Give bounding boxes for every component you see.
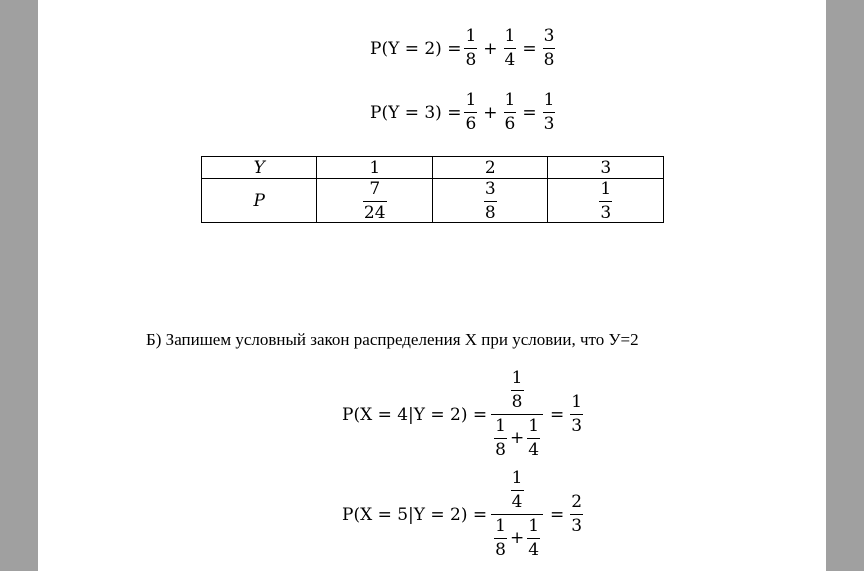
- header-cell: Y: [202, 157, 317, 179]
- equation-lhs: P(X = 5|Y = 2) =: [342, 504, 488, 525]
- header-cell: 1: [317, 157, 433, 179]
- header-cell: 3: [548, 157, 664, 179]
- row-label-cell: P: [202, 179, 317, 223]
- value-cell: $\frac{1}{3}$: [548, 179, 664, 223]
- fraction: $\frac{1}{4}$: [504, 26, 516, 70]
- table-header-row: [202, 157, 664, 179]
- equation-p-y-2: P(Y = 2) = $\frac{1}{8}$ + $\frac{1}{4}$ = $\frac{3}{8}$: [370, 26, 555, 70]
- equation-p-x-5-given-y-2: P(X = 5|Y = 2) = $\frac{1}{4}$ $\frac{1}{8}$ + $\frac{1}{4}$ = $\frac{2}{3}$: [342, 468, 583, 560]
- fraction: $\frac{1}{8}$: [465, 26, 477, 70]
- equation-p-x-4-given-y-2: P(X = 4|Y = 2) = $\frac{1}{8}$ $\frac{1}{8}$ + $\frac{1}{4}$ = $\frac{1}{3}$: [342, 368, 583, 460]
- equation-lhs: P(Y = 3) =: [370, 102, 462, 123]
- value-cell: $\frac{3}{8}$: [433, 179, 548, 223]
- fraction-result: $\frac{3}{8}$: [543, 26, 555, 70]
- section-b-text: Б) Запишем условный закон распределения X при условии, что У=2: [146, 330, 639, 349]
- equation-lhs: P(X = 4|Y = 2) =: [342, 404, 488, 425]
- header-cell: 2: [433, 157, 548, 179]
- value-cell: $\frac{7}{24}$: [317, 179, 433, 223]
- compound-fraction: $\frac{1}{8}$ $\frac{1}{8}$ + $\frac{1}{4}$: [491, 370, 543, 459]
- fraction: $\frac{1}{6}$: [504, 90, 516, 134]
- fraction-result: $\frac{1}{3}$: [571, 392, 583, 436]
- fraction-result: $\frac{2}{3}$: [571, 492, 583, 536]
- equation-lhs: P(Y = 2) =: [370, 38, 462, 59]
- compound-fraction: $\frac{1}{4}$ $\frac{1}{8}$ + $\frac{1}{4}$: [491, 470, 543, 559]
- fraction: $\frac{1}{6}$: [465, 90, 477, 134]
- table-row: [202, 179, 664, 223]
- distribution-table: [201, 156, 664, 223]
- equation-p-y-3: P(Y = 3) = $\frac{1}{6}$ + $\frac{1}{6}$ = $\frac{1}{3}$: [370, 90, 555, 134]
- document-page: [38, 0, 826, 571]
- fraction-result: $\frac{1}{3}$: [543, 90, 555, 134]
